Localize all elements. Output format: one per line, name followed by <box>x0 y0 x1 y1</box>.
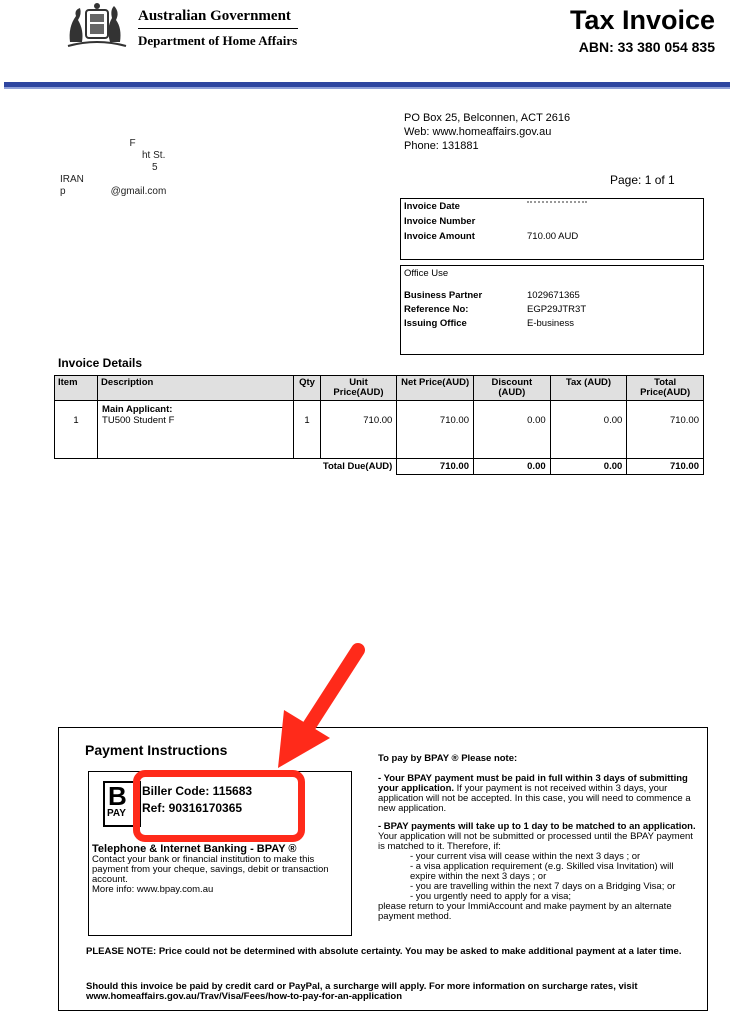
bpay-reference: Ref: 90316170365 <box>142 801 243 815</box>
coat-of-arms-icon <box>62 2 132 50</box>
surcharge-note: Should this invoice be paid by credit card or PayPal, a surcharge will apply. For more information on surcharge rates, visit www.homeaffairs.gov.au/Trav/Visa/Fees/how-to-pay-for-an-application <box>86 981 638 1002</box>
bpay-note-2: - BPAY payments will take up to 1 day to be matched to an application. Your application will not be submitted or processed until the BPAY payment is matched to it. Therefore, if: <box>378 821 696 852</box>
customer-address <box>60 138 166 198</box>
invoice-date-redacted <box>527 201 587 207</box>
header-item: Item <box>55 376 98 401</box>
table-header-row <box>55 376 704 401</box>
invoice-number-label: Invoice Number <box>404 216 476 227</box>
bpay-notes <box>378 754 696 922</box>
invoice-date-label: Invoice Date <box>404 201 460 212</box>
item-description <box>98 401 294 459</box>
price-note: PLEASE NOTE: Price could not be determined with absolute certainty. You may be asked to make additional payment at a later time. <box>86 946 682 957</box>
header-discount: Discount (AUD) <box>473 376 550 401</box>
item-applicant: Main Applicant: <box>102 404 173 415</box>
invoice-amount-label: Invoice Amount <box>404 231 475 242</box>
total-due-label: Total Due(AUD) <box>55 459 397 475</box>
item-total: 710.00 <box>627 401 704 459</box>
bpay-instructions: Contact your bank or financial institution to make this payment from your cheque, savings, debit or transaction account. <box>92 854 329 885</box>
bullet-item: - you urgently need to apply for a visa; <box>410 891 572 902</box>
header-description: Description <box>98 376 294 401</box>
bpay-notes-title: To pay by BPAY ® Please note: <box>378 753 518 764</box>
invoice-details-title: Invoice Details <box>58 356 143 370</box>
customer-country: IRAN <box>60 174 84 185</box>
bpay-banking-text <box>92 855 348 895</box>
office-use-title: Office Use <box>404 268 449 279</box>
document-title: Tax Invoice <box>569 5 715 35</box>
red-arrow-icon <box>270 640 370 770</box>
total-row <box>55 459 704 475</box>
business-partner-label: Business Partner <box>404 290 483 301</box>
bpay-note-1: - Your BPAY payment must be paid in full within 3 days of submitting your application. If your payment is not received within 3 days, your application will not be accepted. In this case, you will need to commence a new application. <box>378 773 691 814</box>
gov-divider <box>138 28 298 29</box>
page-number: Page: 1 of 1 <box>610 173 675 187</box>
customer-line: 5 <box>152 162 158 173</box>
bpay-more-info: More info: www.bpay.com.au <box>92 884 214 895</box>
total-net: 710.00 <box>397 459 474 475</box>
customer-line: F <box>129 138 136 149</box>
header-qty: Qty <box>294 376 320 401</box>
bpay-note-end: please return to your ImmiAccount and make payment by an alternate payment method. <box>378 901 672 922</box>
department-address <box>404 111 570 153</box>
issuing-office-value: E-business <box>527 318 574 329</box>
header-rule-light <box>4 87 730 89</box>
total-amount: 710.00 <box>627 459 704 475</box>
header-total-price: Total Price(AUD) <box>627 376 704 401</box>
payment-instructions-title: Payment Instructions <box>85 742 228 758</box>
gov-title: Australian Government <box>138 8 291 24</box>
bullet-item: - your current visa will cease within the next 3 days ; or <box>410 851 641 862</box>
reference-label: Reference No: <box>404 304 469 315</box>
invoice-summary-box <box>400 198 704 260</box>
office-use-box <box>400 265 704 355</box>
item-visa-type: TU500 Student F <box>102 415 175 426</box>
item-tax: 0.00 <box>550 401 627 459</box>
item-number: 1 <box>55 401 98 459</box>
bpay-logo: B PAY <box>103 781 141 827</box>
department-title: Department of Home Affairs <box>138 33 298 48</box>
item-net-price: 710.00 <box>397 401 474 459</box>
invoice-items-table <box>54 375 704 475</box>
reference-value: EGP29JTR3T <box>527 304 587 315</box>
biller-code: Biller Code: 115683 <box>142 784 253 798</box>
issuing-office-label: Issuing Office <box>404 318 467 329</box>
table-row <box>55 401 704 459</box>
item-unit-price: 710.00 <box>320 401 397 459</box>
abn-number: ABN: 33 380 054 835 <box>578 39 715 55</box>
item-qty: 1 <box>294 401 320 459</box>
header-net-price: Net Price(AUD) <box>397 376 474 401</box>
website-line: Web: www.homeaffairs.gov.au <box>404 126 552 138</box>
item-discount: 0.00 <box>473 401 550 459</box>
header-unit-price: Unit Price(AUD) <box>320 376 397 401</box>
invoice-amount-value: 710.00 AUD <box>527 231 579 242</box>
address-line: PO Box 25, Belconnen, ACT 2616 <box>404 112 571 124</box>
bullet-item: - you are travelling within the next 7 days on a Bridging Visa; or <box>410 881 676 892</box>
total-discount: 0.00 <box>473 459 550 475</box>
customer-email: par @gmail.com <box>60 186 167 197</box>
customer-line: ht St. <box>142 150 166 161</box>
bullet-item: - a visa application requirement (e.g. Skilled visa Invitation) will expire within the next 3 days ; or <box>410 861 674 882</box>
highlight-box <box>133 770 305 842</box>
header-tax: Tax (AUD) <box>550 376 627 401</box>
business-partner-value: 1029671365 <box>527 290 580 301</box>
bpay-banking-title: Telephone & Internet Banking - BPAY ® <box>92 843 297 855</box>
phone-line: Phone: 131881 <box>404 140 479 152</box>
total-tax: 0.00 <box>550 459 627 475</box>
